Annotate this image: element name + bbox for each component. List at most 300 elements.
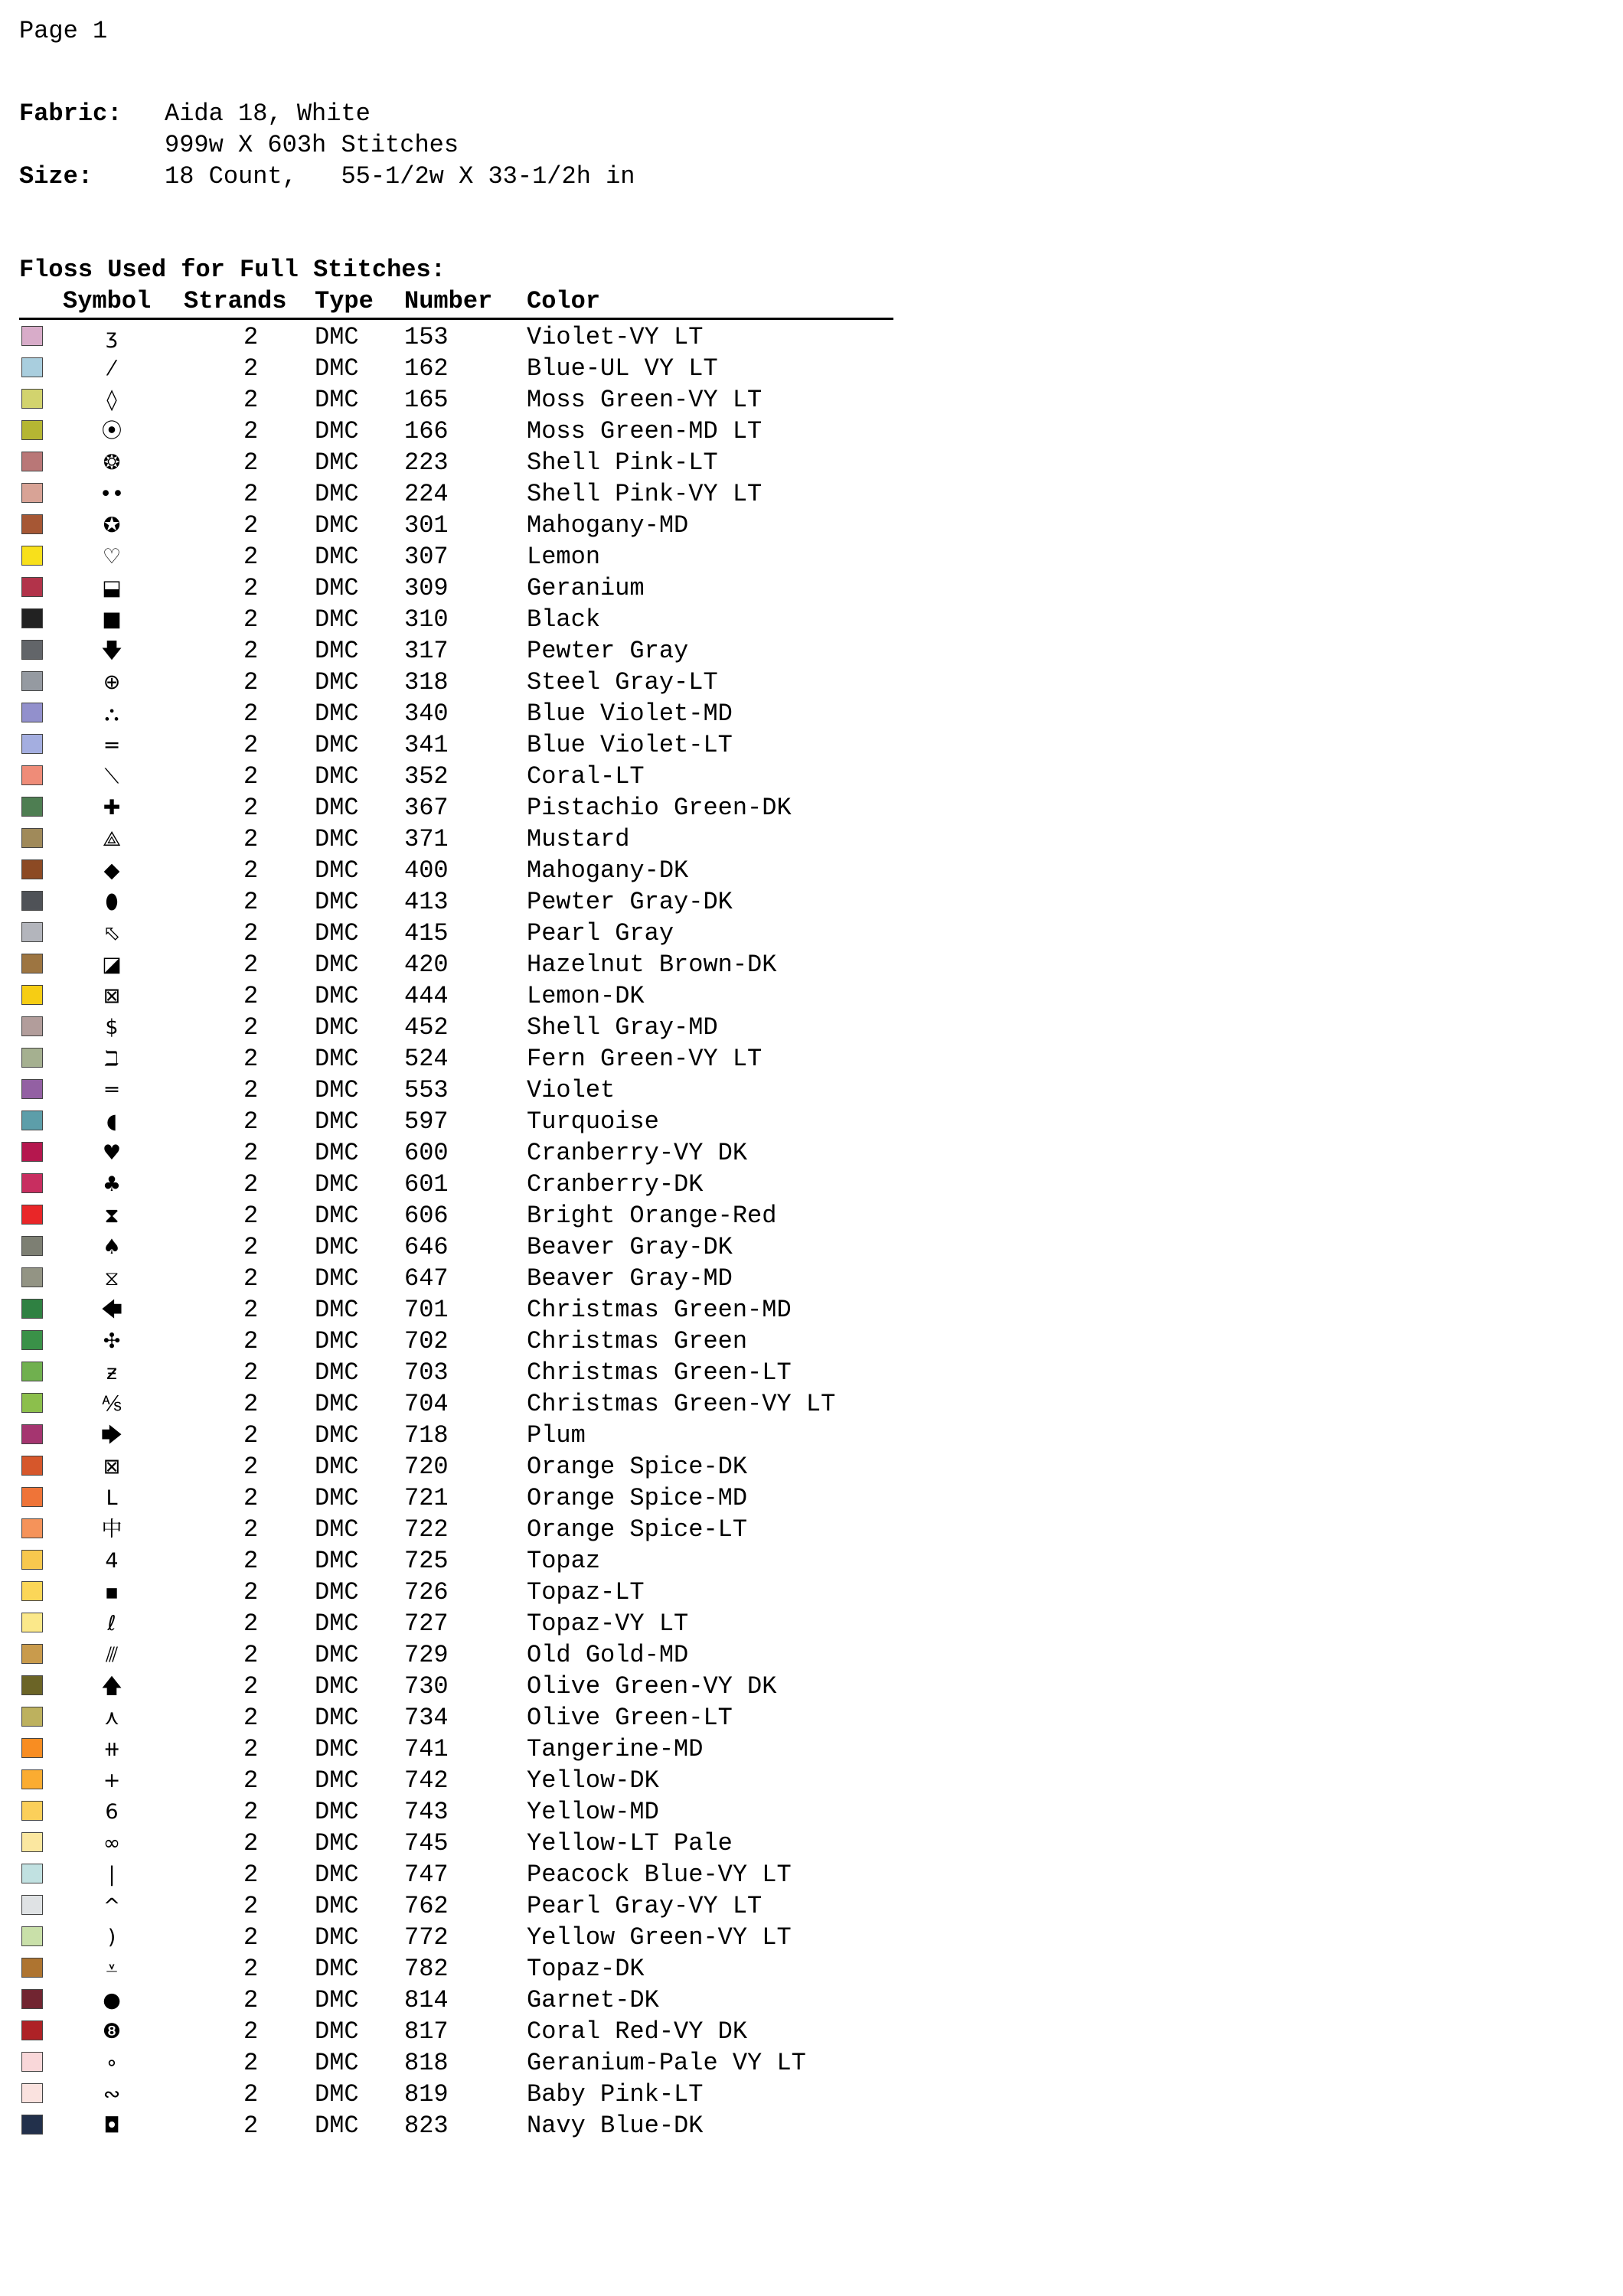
header-strands: Strands bbox=[184, 287, 287, 315]
color-swatch bbox=[21, 326, 43, 346]
color-name-cell: Orange Spice-MD bbox=[527, 1484, 748, 1512]
number-cell: 734 bbox=[404, 1704, 449, 1732]
color-swatch bbox=[21, 954, 43, 974]
color-name-cell: Beaver Gray-MD bbox=[527, 1264, 733, 1293]
floss-row bbox=[0, 1043, 919, 1075]
color-name-cell: Baby Pink-LT bbox=[527, 2080, 704, 2108]
number-cell: 415 bbox=[404, 919, 449, 947]
type-cell: DMC bbox=[315, 448, 359, 477]
floss-row bbox=[0, 855, 919, 886]
type-cell: DMC bbox=[315, 2017, 359, 2046]
number-cell: 341 bbox=[404, 731, 449, 759]
strands-cell: 2 bbox=[243, 1107, 259, 1136]
size-label: Size: bbox=[19, 162, 93, 191]
number-cell: 444 bbox=[404, 982, 449, 1010]
color-name-cell: Cranberry-DK bbox=[527, 1170, 704, 1199]
floss-row bbox=[0, 1357, 919, 1388]
floss-row bbox=[0, 1231, 919, 1263]
strands-cell: 2 bbox=[243, 1421, 259, 1450]
color-name-cell: Christmas Green-LT bbox=[527, 1358, 792, 1387]
type-cell: DMC bbox=[315, 951, 359, 979]
color-name-cell: Cranberry-VY DK bbox=[527, 1139, 748, 1167]
type-cell: DMC bbox=[315, 1327, 359, 1355]
type-cell: DMC bbox=[315, 1641, 359, 1669]
floss-row bbox=[0, 2110, 919, 2141]
fabric-label: Fabric: bbox=[19, 99, 122, 128]
color-name-cell: Orange Spice-LT bbox=[527, 1515, 748, 1544]
number-cell: 725 bbox=[404, 1547, 449, 1575]
stitch-symbol-icon: ◖ bbox=[106, 1110, 118, 1133]
stitch-symbol-icon: ⬮ bbox=[105, 890, 119, 914]
type-cell: DMC bbox=[315, 1829, 359, 1857]
color-swatch bbox=[21, 546, 43, 566]
color-swatch bbox=[21, 922, 43, 942]
floss-row bbox=[0, 1294, 919, 1326]
floss-row bbox=[0, 886, 919, 918]
strands-cell: 2 bbox=[243, 1327, 259, 1355]
floss-row bbox=[0, 1388, 919, 1420]
strands-cell: 2 bbox=[243, 1923, 259, 1952]
floss-row bbox=[0, 1639, 919, 1671]
stitch-symbol-icon: ⅍ bbox=[102, 1392, 122, 1416]
color-swatch bbox=[21, 765, 43, 785]
stitch-symbol-icon: ∞ bbox=[103, 1831, 121, 1855]
color-name-cell: Beaver Gray-DK bbox=[527, 1233, 733, 1261]
number-cell: 553 bbox=[404, 1076, 449, 1104]
type-cell: DMC bbox=[315, 1453, 359, 1481]
strands-cell: 2 bbox=[243, 1955, 259, 1983]
strands-cell: 2 bbox=[243, 1139, 259, 1167]
number-cell: 722 bbox=[404, 1515, 449, 1544]
stitch-symbol-icon: ⟁ bbox=[102, 827, 122, 851]
number-cell: 721 bbox=[404, 1484, 449, 1512]
strands-cell: 2 bbox=[243, 2017, 259, 2046]
strands-cell: 2 bbox=[243, 1641, 259, 1669]
stitch-symbol-icon: ⊠ bbox=[103, 984, 121, 1008]
number-cell: 597 bbox=[404, 1107, 449, 1136]
strands-cell: 2 bbox=[243, 1515, 259, 1544]
strands-cell: 2 bbox=[243, 1296, 259, 1324]
type-cell: DMC bbox=[315, 417, 359, 445]
number-cell: 452 bbox=[404, 1013, 449, 1042]
stitch-symbol-icon: ƶ bbox=[106, 1361, 118, 1384]
number-cell: 772 bbox=[404, 1923, 449, 1952]
color-swatch bbox=[21, 1362, 43, 1381]
color-swatch bbox=[21, 514, 43, 534]
color-swatch bbox=[21, 1581, 43, 1601]
strands-cell: 2 bbox=[243, 1233, 259, 1261]
color-swatch bbox=[21, 1707, 43, 1727]
stitch-symbol-icon: ⬓ bbox=[102, 576, 122, 600]
floss-row bbox=[0, 1514, 919, 1545]
stitch-symbol-icon: ♥ bbox=[102, 1141, 122, 1165]
color-swatch bbox=[21, 577, 43, 597]
size-value: 18 Count, 55-1/2w X 33-1/2h in bbox=[165, 162, 635, 191]
stitch-symbol-icon: ⧺ bbox=[103, 1737, 121, 1761]
header-color: Color bbox=[527, 287, 601, 315]
color-swatch bbox=[21, 671, 43, 691]
type-cell: DMC bbox=[315, 888, 359, 916]
number-cell: 727 bbox=[404, 1609, 449, 1638]
number-cell: 726 bbox=[404, 1578, 449, 1606]
type-cell: DMC bbox=[315, 1547, 359, 1575]
strands-cell: 2 bbox=[243, 762, 259, 791]
type-cell: DMC bbox=[315, 1735, 359, 1763]
type-cell: DMC bbox=[315, 700, 359, 728]
color-swatch bbox=[21, 1644, 43, 1664]
stitch-symbol-icon: ❽ bbox=[102, 2020, 122, 2043]
color-name-cell: Shell Pink-LT bbox=[527, 448, 718, 477]
color-swatch bbox=[21, 420, 43, 440]
type-cell: DMC bbox=[315, 1107, 359, 1136]
stitch-symbol-icon: ⁄ bbox=[109, 357, 114, 380]
color-name-cell: Topaz-DK bbox=[527, 1955, 645, 1983]
floss-row bbox=[0, 1671, 919, 1702]
color-name-cell: Olive Green-VY DK bbox=[527, 1672, 777, 1701]
type-cell: DMC bbox=[315, 1358, 359, 1387]
color-swatch bbox=[21, 1518, 43, 1538]
color-swatch bbox=[21, 357, 43, 377]
stitch-symbol-icon: ✣ bbox=[103, 1329, 121, 1353]
floss-row bbox=[0, 1765, 919, 1796]
strands-cell: 2 bbox=[243, 1045, 259, 1073]
strands-cell: 2 bbox=[243, 386, 259, 414]
number-cell: 730 bbox=[404, 1672, 449, 1701]
color-swatch bbox=[21, 1832, 43, 1852]
color-swatch bbox=[21, 1675, 43, 1695]
number-cell: 352 bbox=[404, 762, 449, 791]
strands-cell: 2 bbox=[243, 1358, 259, 1387]
color-name-cell: Garnet-DK bbox=[527, 1986, 659, 2014]
floss-row bbox=[0, 1796, 919, 1828]
floss-row bbox=[0, 1859, 919, 1890]
stitch-symbol-icon: ■ bbox=[102, 608, 122, 631]
color-name-cell: Coral Red-VY DK bbox=[527, 2017, 748, 2046]
type-cell: DMC bbox=[315, 1672, 359, 1701]
color-swatch bbox=[21, 2115, 43, 2135]
floss-row bbox=[0, 792, 919, 823]
color-name-cell: Topaz bbox=[527, 1547, 601, 1575]
color-name-cell: Black bbox=[527, 605, 601, 634]
header-symbol: Symbol bbox=[63, 287, 152, 315]
strands-cell: 2 bbox=[243, 1484, 259, 1512]
strands-cell: 2 bbox=[243, 354, 259, 383]
color-swatch bbox=[21, 2052, 43, 2072]
number-cell: 747 bbox=[404, 1861, 449, 1889]
type-cell: DMC bbox=[315, 1892, 359, 1920]
color-swatch bbox=[21, 985, 43, 1005]
number-cell: 823 bbox=[404, 2112, 449, 2140]
color-swatch bbox=[21, 389, 43, 409]
strands-cell: 2 bbox=[243, 605, 259, 634]
type-cell: DMC bbox=[315, 543, 359, 571]
type-cell: DMC bbox=[315, 1296, 359, 1324]
floss-row bbox=[0, 572, 919, 604]
stitch-symbol-icon: ʒ bbox=[106, 325, 118, 349]
type-cell: DMC bbox=[315, 386, 359, 414]
color-swatch bbox=[21, 891, 43, 911]
color-swatch bbox=[21, 1769, 43, 1789]
color-name-cell: Moss Green-VY LT bbox=[527, 386, 763, 414]
stitch-symbol-icon: ⫻ bbox=[105, 1643, 119, 1667]
strands-cell: 2 bbox=[243, 1735, 259, 1763]
stitch-symbol-icon: ⛬ bbox=[104, 702, 119, 726]
stitch-symbol-icon: ) bbox=[107, 1926, 116, 1949]
floss-row bbox=[0, 918, 919, 949]
strands-cell: 2 bbox=[243, 1704, 259, 1732]
header-number: Number bbox=[404, 287, 493, 315]
fabric-row bbox=[19, 99, 371, 128]
floss-section-title: Floss Used for Full Stitches: bbox=[19, 256, 446, 284]
color-name-cell: Plum bbox=[527, 1421, 586, 1450]
color-name-cell: Moss Green-MD LT bbox=[527, 417, 763, 445]
type-cell: DMC bbox=[315, 574, 359, 602]
type-cell: DMC bbox=[315, 2080, 359, 2108]
stitch-symbol-icon: ⊠ bbox=[103, 1455, 121, 1479]
stitch-symbol-icon: ✪ bbox=[103, 514, 121, 537]
color-swatch bbox=[21, 859, 43, 879]
strands-cell: 2 bbox=[243, 448, 259, 477]
strands-cell: 2 bbox=[243, 794, 259, 822]
stitch-symbol-icon: ● bbox=[103, 1988, 121, 2012]
strands-cell: 2 bbox=[243, 1672, 259, 1701]
color-swatch bbox=[21, 640, 43, 660]
strands-cell: 2 bbox=[243, 1798, 259, 1826]
floss-row bbox=[0, 761, 919, 792]
strands-cell: 2 bbox=[243, 480, 259, 508]
type-cell: DMC bbox=[315, 1923, 359, 1952]
color-name-cell: Mahogany-DK bbox=[527, 856, 689, 885]
number-cell: 224 bbox=[404, 480, 449, 508]
strands-cell: 2 bbox=[243, 982, 259, 1010]
stitch-count-value: 999w X 603h Stitches bbox=[165, 131, 459, 159]
color-swatch bbox=[21, 452, 43, 471]
color-name-cell: Mustard bbox=[527, 825, 630, 853]
strands-cell: 2 bbox=[243, 856, 259, 885]
floss-row bbox=[0, 949, 919, 980]
stitch-symbol-icon: 🡅 bbox=[101, 1675, 122, 1698]
stitch-symbol-icon: •• bbox=[100, 482, 124, 506]
floss-row bbox=[0, 1953, 919, 1985]
floss-row bbox=[0, 353, 919, 384]
number-cell: 165 bbox=[404, 386, 449, 414]
fabric-value: Aida 18, White bbox=[165, 99, 371, 128]
number-cell: 720 bbox=[404, 1453, 449, 1481]
color-swatch bbox=[21, 828, 43, 848]
strands-cell: 2 bbox=[243, 1578, 259, 1606]
color-swatch bbox=[21, 1613, 43, 1632]
color-swatch bbox=[21, 1738, 43, 1758]
color-name-cell: Peacock Blue-VY LT bbox=[527, 1861, 792, 1889]
floss-row bbox=[0, 1200, 919, 1231]
number-cell: 309 bbox=[404, 574, 449, 602]
type-cell: DMC bbox=[315, 1170, 359, 1199]
stitch-symbol-icon: ⧖ bbox=[104, 1267, 119, 1290]
color-name-cell: Violet-VY LT bbox=[527, 323, 704, 351]
color-swatch bbox=[21, 1142, 43, 1162]
strands-cell: 2 bbox=[243, 2080, 259, 2108]
number-cell: 782 bbox=[404, 1955, 449, 1983]
color-swatch bbox=[21, 1330, 43, 1350]
strands-cell: 2 bbox=[243, 1076, 259, 1104]
floss-row bbox=[0, 698, 919, 729]
floss-row bbox=[0, 1890, 919, 1922]
number-cell: 400 bbox=[404, 856, 449, 885]
color-name-cell: Turquoise bbox=[527, 1107, 659, 1136]
floss-row bbox=[0, 1420, 919, 1451]
floss-row bbox=[0, 1545, 919, 1577]
strands-cell: 2 bbox=[243, 2049, 259, 2077]
color-swatch bbox=[21, 1864, 43, 1883]
number-cell: 742 bbox=[404, 1766, 449, 1795]
number-cell: 702 bbox=[404, 1327, 449, 1355]
number-cell: 317 bbox=[404, 637, 449, 665]
floss-row bbox=[0, 1482, 919, 1514]
type-cell: DMC bbox=[315, 354, 359, 383]
type-cell: DMC bbox=[315, 323, 359, 351]
strands-cell: 2 bbox=[243, 574, 259, 602]
type-cell: DMC bbox=[315, 1515, 359, 1544]
stitch-symbol-icon: + bbox=[103, 1769, 121, 1792]
color-name-cell: Pewter Gray bbox=[527, 637, 689, 665]
stitch-symbol-icon: ⩡ bbox=[106, 1957, 118, 1981]
color-swatch bbox=[21, 1299, 43, 1319]
strands-cell: 2 bbox=[243, 1390, 259, 1418]
number-cell: 310 bbox=[404, 605, 449, 634]
color-name-cell: Violet bbox=[527, 1076, 616, 1104]
color-name-cell: Christmas Green bbox=[527, 1327, 748, 1355]
color-name-cell: Old Gold-MD bbox=[527, 1641, 689, 1669]
strands-cell: 2 bbox=[243, 1453, 259, 1481]
floss-row bbox=[0, 1828, 919, 1859]
color-name-cell: Orange Spice-DK bbox=[527, 1453, 748, 1481]
strands-cell: 2 bbox=[243, 1202, 259, 1230]
stitch-symbol-icon: ✚ bbox=[103, 796, 121, 820]
color-name-cell: Blue-UL VY LT bbox=[527, 354, 718, 383]
strands-cell: 2 bbox=[243, 1170, 259, 1199]
stitch-symbol-icon: ⬁ bbox=[103, 921, 121, 945]
number-cell: 704 bbox=[404, 1390, 449, 1418]
type-cell: DMC bbox=[315, 1986, 359, 2014]
strands-cell: 2 bbox=[243, 1609, 259, 1638]
floss-row bbox=[0, 2079, 919, 2110]
color-name-cell: Blue Violet-LT bbox=[527, 731, 733, 759]
color-swatch bbox=[21, 1424, 43, 1444]
number-cell: 743 bbox=[404, 1798, 449, 1826]
floss-row bbox=[0, 604, 919, 635]
floss-row bbox=[0, 1137, 919, 1169]
stitch-symbol-icon: ◆ bbox=[103, 859, 120, 882]
type-cell: DMC bbox=[315, 794, 359, 822]
type-cell: DMC bbox=[315, 1233, 359, 1261]
floss-row bbox=[0, 1451, 919, 1482]
color-name-cell: Tangerine-MD bbox=[527, 1735, 704, 1763]
number-cell: 153 bbox=[404, 323, 449, 351]
header-divider bbox=[19, 318, 893, 320]
strands-cell: 2 bbox=[243, 825, 259, 853]
type-cell: DMC bbox=[315, 1861, 359, 1889]
stitch-symbol-icon: ❂ bbox=[103, 451, 121, 475]
floss-row bbox=[0, 1075, 919, 1106]
number-cell: 817 bbox=[404, 2017, 449, 2046]
color-name-cell: Yellow Green-VY LT bbox=[527, 1923, 792, 1952]
floss-row bbox=[0, 447, 919, 478]
type-cell: DMC bbox=[315, 668, 359, 696]
color-name-cell: Geranium-Pale VY LT bbox=[527, 2049, 806, 2077]
type-cell: DMC bbox=[315, 1202, 359, 1230]
color-swatch bbox=[21, 797, 43, 817]
stitch-symbol-icon: ⧗ bbox=[104, 1204, 119, 1228]
strands-cell: 2 bbox=[243, 731, 259, 759]
color-name-cell: Navy Blue-DK bbox=[527, 2112, 704, 2140]
floss-row bbox=[0, 1608, 919, 1639]
stitch-symbol-icon: | bbox=[108, 1863, 116, 1887]
floss-row bbox=[0, 510, 919, 541]
stitch-symbol-icon: ℶ bbox=[104, 1047, 119, 1071]
strands-cell: 2 bbox=[243, 1264, 259, 1293]
number-cell: 162 bbox=[404, 354, 449, 383]
color-name-cell: Yellow-DK bbox=[527, 1766, 659, 1795]
color-swatch bbox=[21, 1550, 43, 1570]
color-swatch bbox=[21, 734, 43, 754]
strands-cell: 2 bbox=[243, 888, 259, 916]
strands-cell: 2 bbox=[243, 919, 259, 947]
number-cell: 301 bbox=[404, 511, 449, 540]
floss-row bbox=[0, 667, 919, 698]
floss-row bbox=[0, 1985, 919, 2016]
type-cell: DMC bbox=[315, 762, 359, 791]
type-cell: DMC bbox=[315, 1264, 359, 1293]
number-cell: 745 bbox=[404, 1829, 449, 1857]
color-swatch bbox=[21, 1801, 43, 1821]
number-cell: 646 bbox=[404, 1233, 449, 1261]
color-name-cell: Pearl Gray bbox=[527, 919, 674, 947]
floss-row bbox=[0, 478, 919, 510]
floss-row bbox=[0, 2047, 919, 2079]
floss-row bbox=[0, 729, 919, 761]
color-swatch bbox=[21, 608, 43, 628]
stitch-symbol-icon: ^ bbox=[103, 1894, 121, 1918]
floss-row bbox=[0, 1263, 919, 1294]
size-row bbox=[19, 162, 635, 191]
stitch-symbol-icon: 4 bbox=[105, 1549, 119, 1573]
number-cell: 701 bbox=[404, 1296, 449, 1324]
color-name-cell: Olive Green-LT bbox=[527, 1704, 733, 1732]
color-name-cell: Topaz-LT bbox=[527, 1578, 645, 1606]
type-cell: DMC bbox=[315, 1798, 359, 1826]
floss-row bbox=[0, 541, 919, 572]
number-cell: 307 bbox=[404, 543, 449, 571]
number-cell: 340 bbox=[404, 700, 449, 728]
stitch-symbol-icon: ▪ bbox=[104, 1580, 119, 1604]
number-cell: 367 bbox=[404, 794, 449, 822]
color-swatch bbox=[21, 2020, 43, 2040]
color-swatch bbox=[21, 1926, 43, 1946]
color-name-cell: Steel Gray-LT bbox=[527, 668, 718, 696]
color-name-cell: Fern Green-VY LT bbox=[527, 1045, 763, 1073]
number-cell: 729 bbox=[404, 1641, 449, 1669]
floss-row bbox=[0, 1922, 919, 1953]
stitch-symbol-icon: = bbox=[103, 733, 121, 757]
color-name-cell: Christmas Green-VY LT bbox=[527, 1390, 836, 1418]
number-cell: 371 bbox=[404, 825, 449, 853]
stitch-symbol-icon: ♠ bbox=[102, 1235, 122, 1259]
type-cell: DMC bbox=[315, 1766, 359, 1795]
strands-cell: 2 bbox=[243, 1892, 259, 1920]
stitch-symbol-icon: 🡄 bbox=[101, 1298, 122, 1322]
type-cell: DMC bbox=[315, 1390, 359, 1418]
number-cell: 524 bbox=[404, 1045, 449, 1073]
